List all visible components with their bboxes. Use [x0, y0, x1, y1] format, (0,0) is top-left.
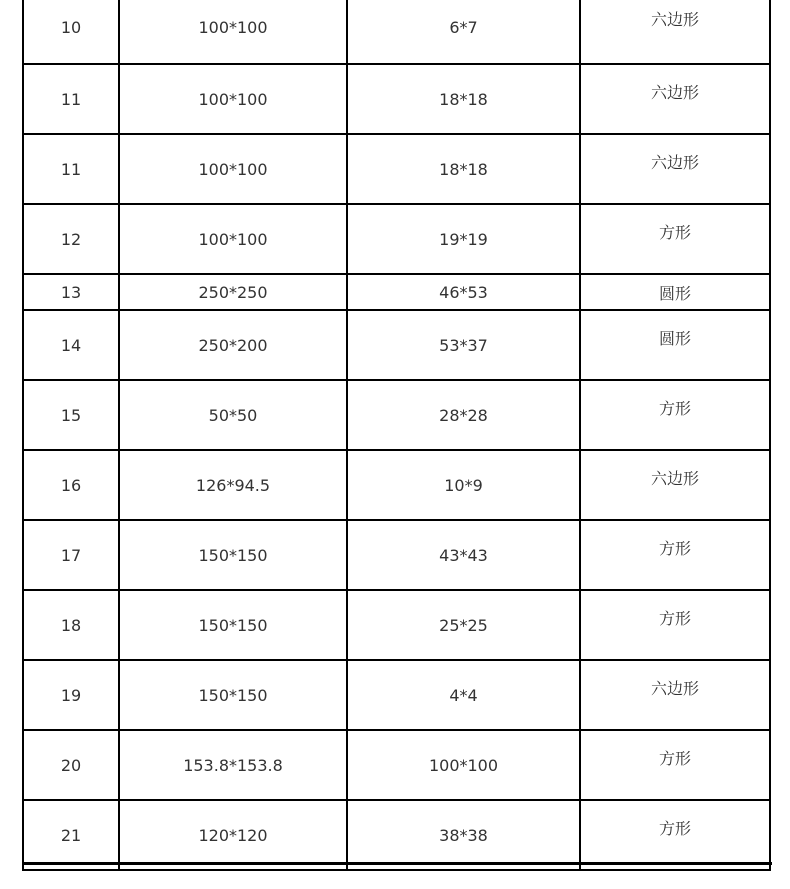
size-cell: 50*50 [119, 380, 347, 450]
hole-size-cell: 19*19 [347, 204, 580, 274]
shape-cell: 方形 [580, 590, 770, 660]
row-number-cell: 11 [23, 64, 119, 134]
row-number-cell: 18 [23, 590, 119, 660]
table-bottom-divider [22, 862, 772, 865]
table-row [23, 64, 770, 134]
size-cell: 100*100 [119, 204, 347, 274]
table-row [23, 0, 770, 64]
table-row [23, 730, 770, 800]
shape-cell: 六边形 [580, 134, 770, 204]
row-number-cell: 14 [23, 310, 119, 380]
size-cell: 153.8*153.8 [119, 730, 347, 800]
row-number-cell: 20 [23, 730, 119, 800]
hole-size-cell: 38*38 [347, 800, 580, 870]
size-cell: 100*100 [119, 0, 347, 64]
shape-cell: 方形 [580, 520, 770, 590]
size-cell: 150*150 [119, 590, 347, 660]
row-number-cell: 12 [23, 204, 119, 274]
size-cell: 250*250 [119, 274, 347, 310]
spec-table [22, 0, 771, 871]
hole-size-cell: 10*9 [347, 450, 580, 520]
table-row [23, 274, 770, 310]
size-cell: 100*100 [119, 134, 347, 204]
table-row [23, 450, 770, 520]
hole-size-cell: 4*4 [347, 660, 580, 730]
shape-cell: 方形 [580, 800, 770, 870]
hole-size-cell: 28*28 [347, 380, 580, 450]
row-number-cell: 13 [23, 274, 119, 310]
row-number-cell: 11 [23, 134, 119, 204]
size-cell: 100*100 [119, 64, 347, 134]
table-row [23, 520, 770, 590]
size-cell: 150*150 [119, 660, 347, 730]
shape-cell: 六边形 [580, 450, 770, 520]
row-number-cell: 17 [23, 520, 119, 590]
hole-size-cell: 18*18 [347, 134, 580, 204]
row-number-cell: 19 [23, 660, 119, 730]
table-row [23, 380, 770, 450]
shape-cell: 方形 [580, 380, 770, 450]
row-number-cell: 10 [23, 0, 119, 64]
hole-size-cell: 46*53 [347, 274, 580, 310]
table-row [23, 590, 770, 660]
size-cell: 120*120 [119, 800, 347, 870]
hole-size-cell: 6*7 [347, 0, 580, 64]
hole-size-cell: 100*100 [347, 730, 580, 800]
row-number-cell: 15 [23, 380, 119, 450]
hole-size-cell: 25*25 [347, 590, 580, 660]
hole-size-cell: 43*43 [347, 520, 580, 590]
shape-cell: 六边形 [580, 660, 770, 730]
size-cell: 150*150 [119, 520, 347, 590]
table-row [23, 800, 770, 870]
row-number-cell: 21 [23, 800, 119, 870]
table-row [23, 660, 770, 730]
shape-cell: 六边形 [580, 0, 770, 64]
shape-cell: 方形 [580, 204, 770, 274]
shape-cell: 方形 [580, 730, 770, 800]
row-number-cell: 16 [23, 450, 119, 520]
size-cell: 126*94.5 [119, 450, 347, 520]
hole-size-cell: 18*18 [347, 64, 580, 134]
shape-cell: 圆形 [580, 310, 770, 380]
shape-cell: 圆形 [580, 274, 770, 310]
hole-size-cell: 53*37 [347, 310, 580, 380]
table-row [23, 134, 770, 204]
table-row [23, 204, 770, 274]
size-cell: 250*200 [119, 310, 347, 380]
shape-cell: 六边形 [580, 64, 770, 134]
table-row [23, 310, 770, 380]
